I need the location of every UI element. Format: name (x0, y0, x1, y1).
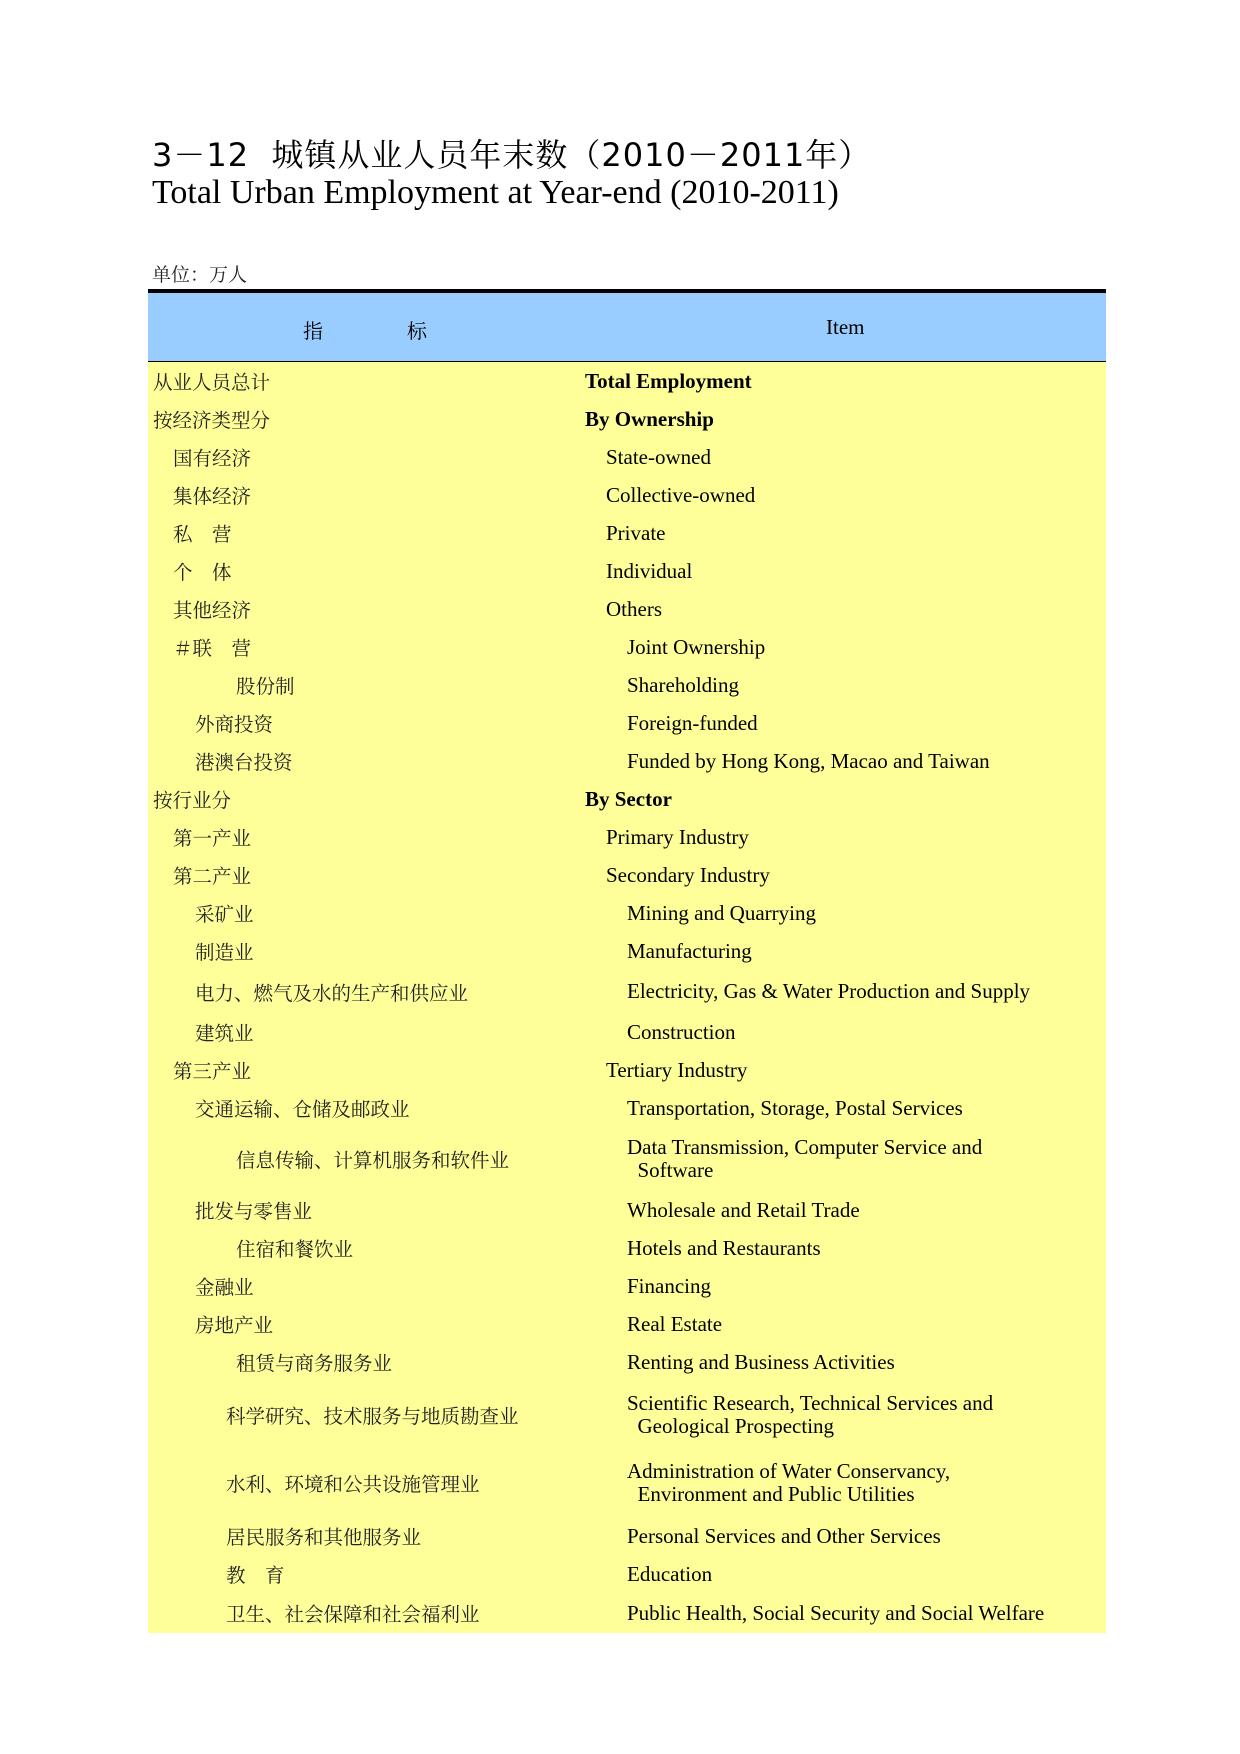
row-label-en: Manufacturing (627, 938, 752, 963)
row-label-cn: 按经济类型分 (153, 409, 271, 432)
row-label-en: Others (606, 596, 662, 621)
row-label-cn: 第二产业 (173, 865, 252, 888)
row-label-cn: 批发与零售业 (195, 1200, 313, 1223)
row-label-cn: 外商投资 (195, 713, 274, 736)
header-cn-2: 标 (407, 319, 427, 343)
row-label-en: Scientific Research, Technical Services and Geological Prospecting (627, 1391, 994, 1438)
table-row (148, 704, 1106, 742)
table-row (148, 894, 1106, 932)
table-row (148, 1305, 1106, 1343)
row-label-en: Electricity, Gas & Water Production and Supply (627, 979, 1031, 1003)
row-label-en: Renting and Business Activities (627, 1349, 895, 1374)
row-label-cn: 第三产业 (173, 1060, 252, 1083)
row-label-en: Administration of Water Conservancy, Environment and Public Utilities (627, 1459, 951, 1506)
row-label-en: Hotels and Restaurants (627, 1235, 821, 1260)
row-label-cn: 水利、环境和公共设施管理业 (226, 1473, 480, 1496)
table-row (148, 552, 1106, 590)
row-label-cn: 房地产业 (195, 1314, 274, 1337)
row-label-en: Mining and Quarrying (627, 900, 816, 925)
table-row (148, 1127, 1106, 1191)
table-row (148, 1343, 1106, 1381)
table-row (148, 1449, 1106, 1517)
row-label-cn: 个 体 (173, 561, 232, 584)
table-body (148, 362, 1106, 1633)
table-row (148, 1089, 1106, 1127)
row-label-cn: 租赁与商务服务业 (236, 1352, 393, 1375)
table-row (148, 818, 1106, 856)
table-row (148, 970, 1106, 1013)
row-label-en: Foreign-funded (627, 710, 758, 735)
row-label-cn: 其他经济 (173, 599, 252, 622)
table-row (148, 1517, 1106, 1555)
table-row (148, 400, 1106, 438)
row-label-cn: 交通运输、仓储及邮政业 (195, 1098, 410, 1121)
row-label-cn: 从业人员总计 (153, 371, 271, 394)
table-row (148, 1555, 1106, 1593)
title-english: Total Urban Employment at Year-end (2010-2011) (152, 174, 839, 211)
row-label-en: State-owned (606, 444, 711, 469)
row-label-cn: 第一产业 (173, 827, 252, 850)
row-label-cn: 卫生、社会保障和社会福利业 (226, 1603, 480, 1626)
row-label-cn: 按行业分 (153, 789, 232, 812)
row-label-en: Public Health, Social Security and Social Welfare (627, 1600, 1045, 1625)
row-label-en: Total Employment (585, 368, 752, 393)
row-label-cn: 建筑业 (195, 1022, 254, 1045)
row-label-cn: 科学研究、技术服务与地质勘查业 (226, 1405, 519, 1428)
header-item: Item (826, 315, 865, 339)
row-label-en: Joint Ownership (627, 634, 766, 659)
row-label-cn: 信息传输、计算机服务和软件业 (236, 1149, 510, 1172)
row-label-en: Real Estate (627, 1311, 723, 1336)
table-row (148, 476, 1106, 514)
row-label-cn: ＃联 营 (173, 637, 252, 660)
row-label-en: Education (627, 1561, 713, 1586)
table-row (148, 742, 1106, 780)
row-label-en: Financing (627, 1273, 711, 1298)
title-chinese: 3－12 城镇从业人员年末数（2010－2011年） (152, 136, 872, 174)
table-row (148, 438, 1106, 476)
table-row (148, 514, 1106, 552)
row-label-cn: 金融业 (195, 1276, 254, 1299)
row-label-cn: 股份制 (236, 675, 295, 698)
row-label-cn: 国有经济 (173, 447, 252, 470)
row-label-cn: 集体经济 (173, 485, 252, 508)
row-label-en: Individual (606, 558, 693, 583)
table-row (148, 590, 1106, 628)
row-label-en: Transportation, Storage, Postal Services (627, 1095, 963, 1120)
row-label-en: Wholesale and Retail Trade (627, 1197, 860, 1222)
table-row (148, 932, 1106, 970)
table-row (148, 1013, 1106, 1051)
table-row (148, 1267, 1106, 1305)
table-row (148, 1191, 1106, 1229)
row-label-en: Personal Services and Other Services (627, 1523, 941, 1548)
row-label-en: Funded by Hong Kong, Macao and Taiwan (627, 748, 990, 773)
row-label-en: Private (606, 520, 666, 545)
row-label-cn: 港澳台投资 (195, 751, 293, 774)
table-row (148, 856, 1106, 894)
table-row (148, 780, 1106, 818)
row-label-cn: 采矿业 (195, 903, 254, 926)
row-label-cn: 电力、燃气及水的生产和供应业 (195, 981, 469, 1005)
table-row (148, 1051, 1106, 1089)
employment-table (148, 289, 1106, 1633)
table-row (148, 1381, 1106, 1449)
row-label-cn: 私 营 (173, 523, 232, 546)
row-label-en: By Sector (585, 786, 672, 811)
row-label-en: Shareholding (627, 672, 739, 697)
unit-label: 单位：万人 (152, 264, 248, 286)
table-row (148, 1593, 1106, 1633)
row-label-cn: 居民服务和其他服务业 (226, 1526, 422, 1549)
header-cn-1: 指 (303, 319, 323, 343)
row-label-en: Data Transmission, Computer Service and Software (627, 1135, 983, 1182)
row-label-en: Collective-owned (606, 482, 756, 507)
table-row (148, 362, 1106, 400)
table-header (148, 293, 1106, 362)
row-label-cn: 教 育 (226, 1564, 285, 1587)
row-label-cn: 制造业 (195, 941, 254, 964)
table-row (148, 666, 1106, 704)
row-label-cn: 住宿和餐饮业 (236, 1238, 354, 1261)
row-label-en: By Ownership (585, 406, 714, 431)
row-label-en: Tertiary Industry (606, 1057, 748, 1082)
row-label-en: Construction (627, 1019, 736, 1044)
table-row (148, 628, 1106, 666)
row-label-en: Secondary Industry (606, 862, 770, 887)
table-row (148, 1229, 1106, 1267)
row-label-en: Primary Industry (606, 824, 749, 849)
